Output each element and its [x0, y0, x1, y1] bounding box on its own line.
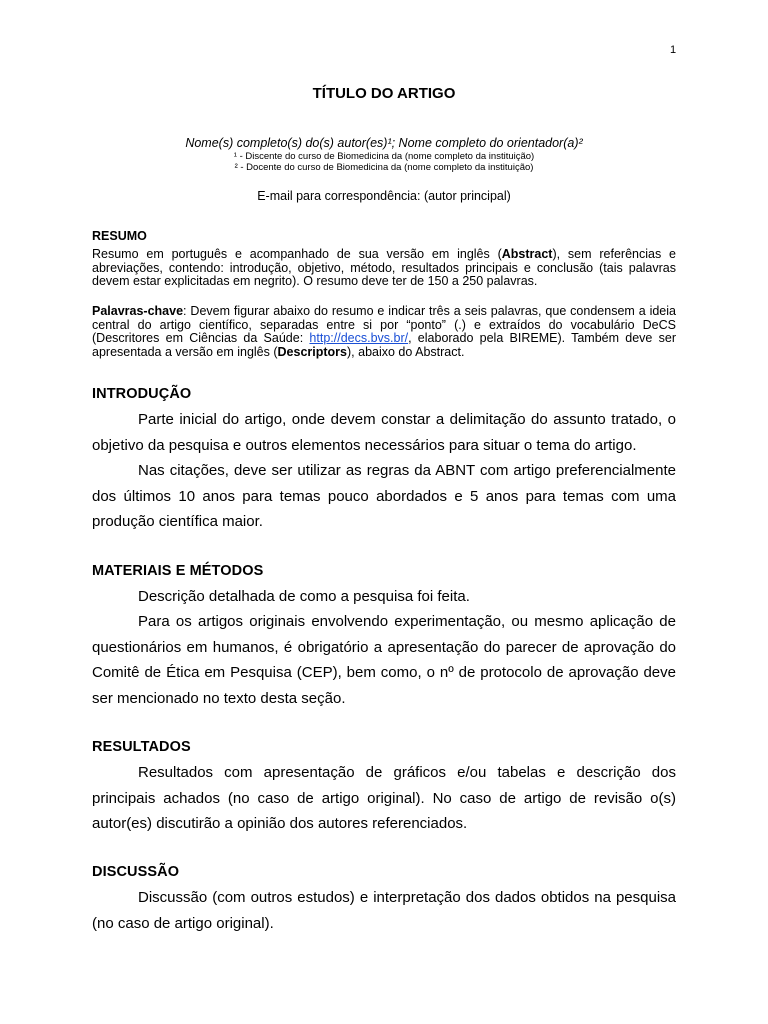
- discussao-heading: DISCUSSÃO: [92, 864, 180, 880]
- resumo-text-2: ), sem referências e abreviações, contendo: introdução, objetivo, método, resultados principais e conclusão (tais palavras devem estar explicitadas em negrito). O resumo deve ter de 150 a 250 palavras.: [92, 247, 676, 288]
- introducao-paragraph-2: Nas citações, deve ser utilizar as regras da ABNT com artigo preferencialmente dos últimos 10 anos para temas pouco abordados e 5 anos para temas com uma produção científica maior.: [92, 462, 676, 530]
- metodos-paragraph-2: Para os artigos originais envolvendo experimentação, ou mesmo aplicação de questionários em humanos, é obrigatório a apresentação do parecer de aprovação do Comitê de Ética em Pesquisa (CEP), bem como, o nº de protocolo de aprovação deve ser mencionado no texto desta seção.: [92, 613, 676, 707]
- introducao-paragraph-1: Parte inicial do artigo, onde devem constar a delimitação do assunto tratado, o objetivo da pesquisa e outros elementos necessários para situar o tema do artigo.: [92, 411, 676, 454]
- keywords-text-2: , elaborado pela BIREME). Também deve ser apresentada a versão em inglês (: [92, 331, 676, 359]
- resumo-heading: RESUMO: [92, 229, 147, 243]
- metodos-heading: MATERIAIS E MÉTODOS: [92, 563, 264, 579]
- metodos-paragraph-1: Descrição detalhada de como a pesquisa foi feita.: [138, 588, 470, 605]
- resumo-paragraph: [92, 248, 676, 289]
- affiliation-advisor: ² - Docente do curso de Biomedicina da (nome completo da instituição): [234, 162, 534, 173]
- introducao-heading: INTRODUÇÃO: [92, 386, 192, 402]
- keywords-text-3: ), abaixo do Abstract.: [347, 344, 465, 359]
- keywords-descriptors-bold: Descriptors: [277, 344, 348, 359]
- keywords-text-1: : Devem figurar abaixo do resumo e indicar três a seis palavras, que condensem a ideia central do artigo científico, separadas entre si por “ponto” (.) e extraídos do vocabulário DeCS (Descritores em Ciências da Saúde:: [92, 304, 676, 345]
- resumo-text-1: Resumo em português e acompanhado de sua versão em inglês (: [92, 247, 502, 261]
- authors-line: Nome(s) completo(s) do(s) autor(es)¹; Nome completo do orientador(a)²: [185, 136, 583, 150]
- resumo-abstract-bold: Abstract: [501, 247, 553, 261]
- affiliation-student: ¹ - Discente do curso de Biomedicina da (nome completo da instituição): [233, 151, 535, 162]
- resultados-paragraph-1: Resultados com apresentação de gráficos e/ou tabelas e descrição dos principais achados (no caso de artigo original). No caso de artigo de revisão o(s) autor(es) discutirão a opinião dos autores referenciados.: [92, 764, 676, 832]
- resultados-heading: RESULTADOS: [92, 739, 191, 755]
- keywords-label: Palavras-chave: [92, 304, 184, 318]
- decs-link[interactable]: http://decs.bvs.br/: [309, 331, 409, 345]
- keywords-paragraph: [92, 305, 676, 359]
- discussao-paragraph-1: Discussão (com outros estudos) e interpretação dos dados obtidos na pesquisa (no caso de artigo original).: [92, 889, 676, 932]
- correspondence-email: E-mail para correspondência: (autor principal): [257, 189, 511, 203]
- page-number: 1: [670, 44, 677, 56]
- article-title: TÍTULO DO ARTIGO: [312, 85, 456, 102]
